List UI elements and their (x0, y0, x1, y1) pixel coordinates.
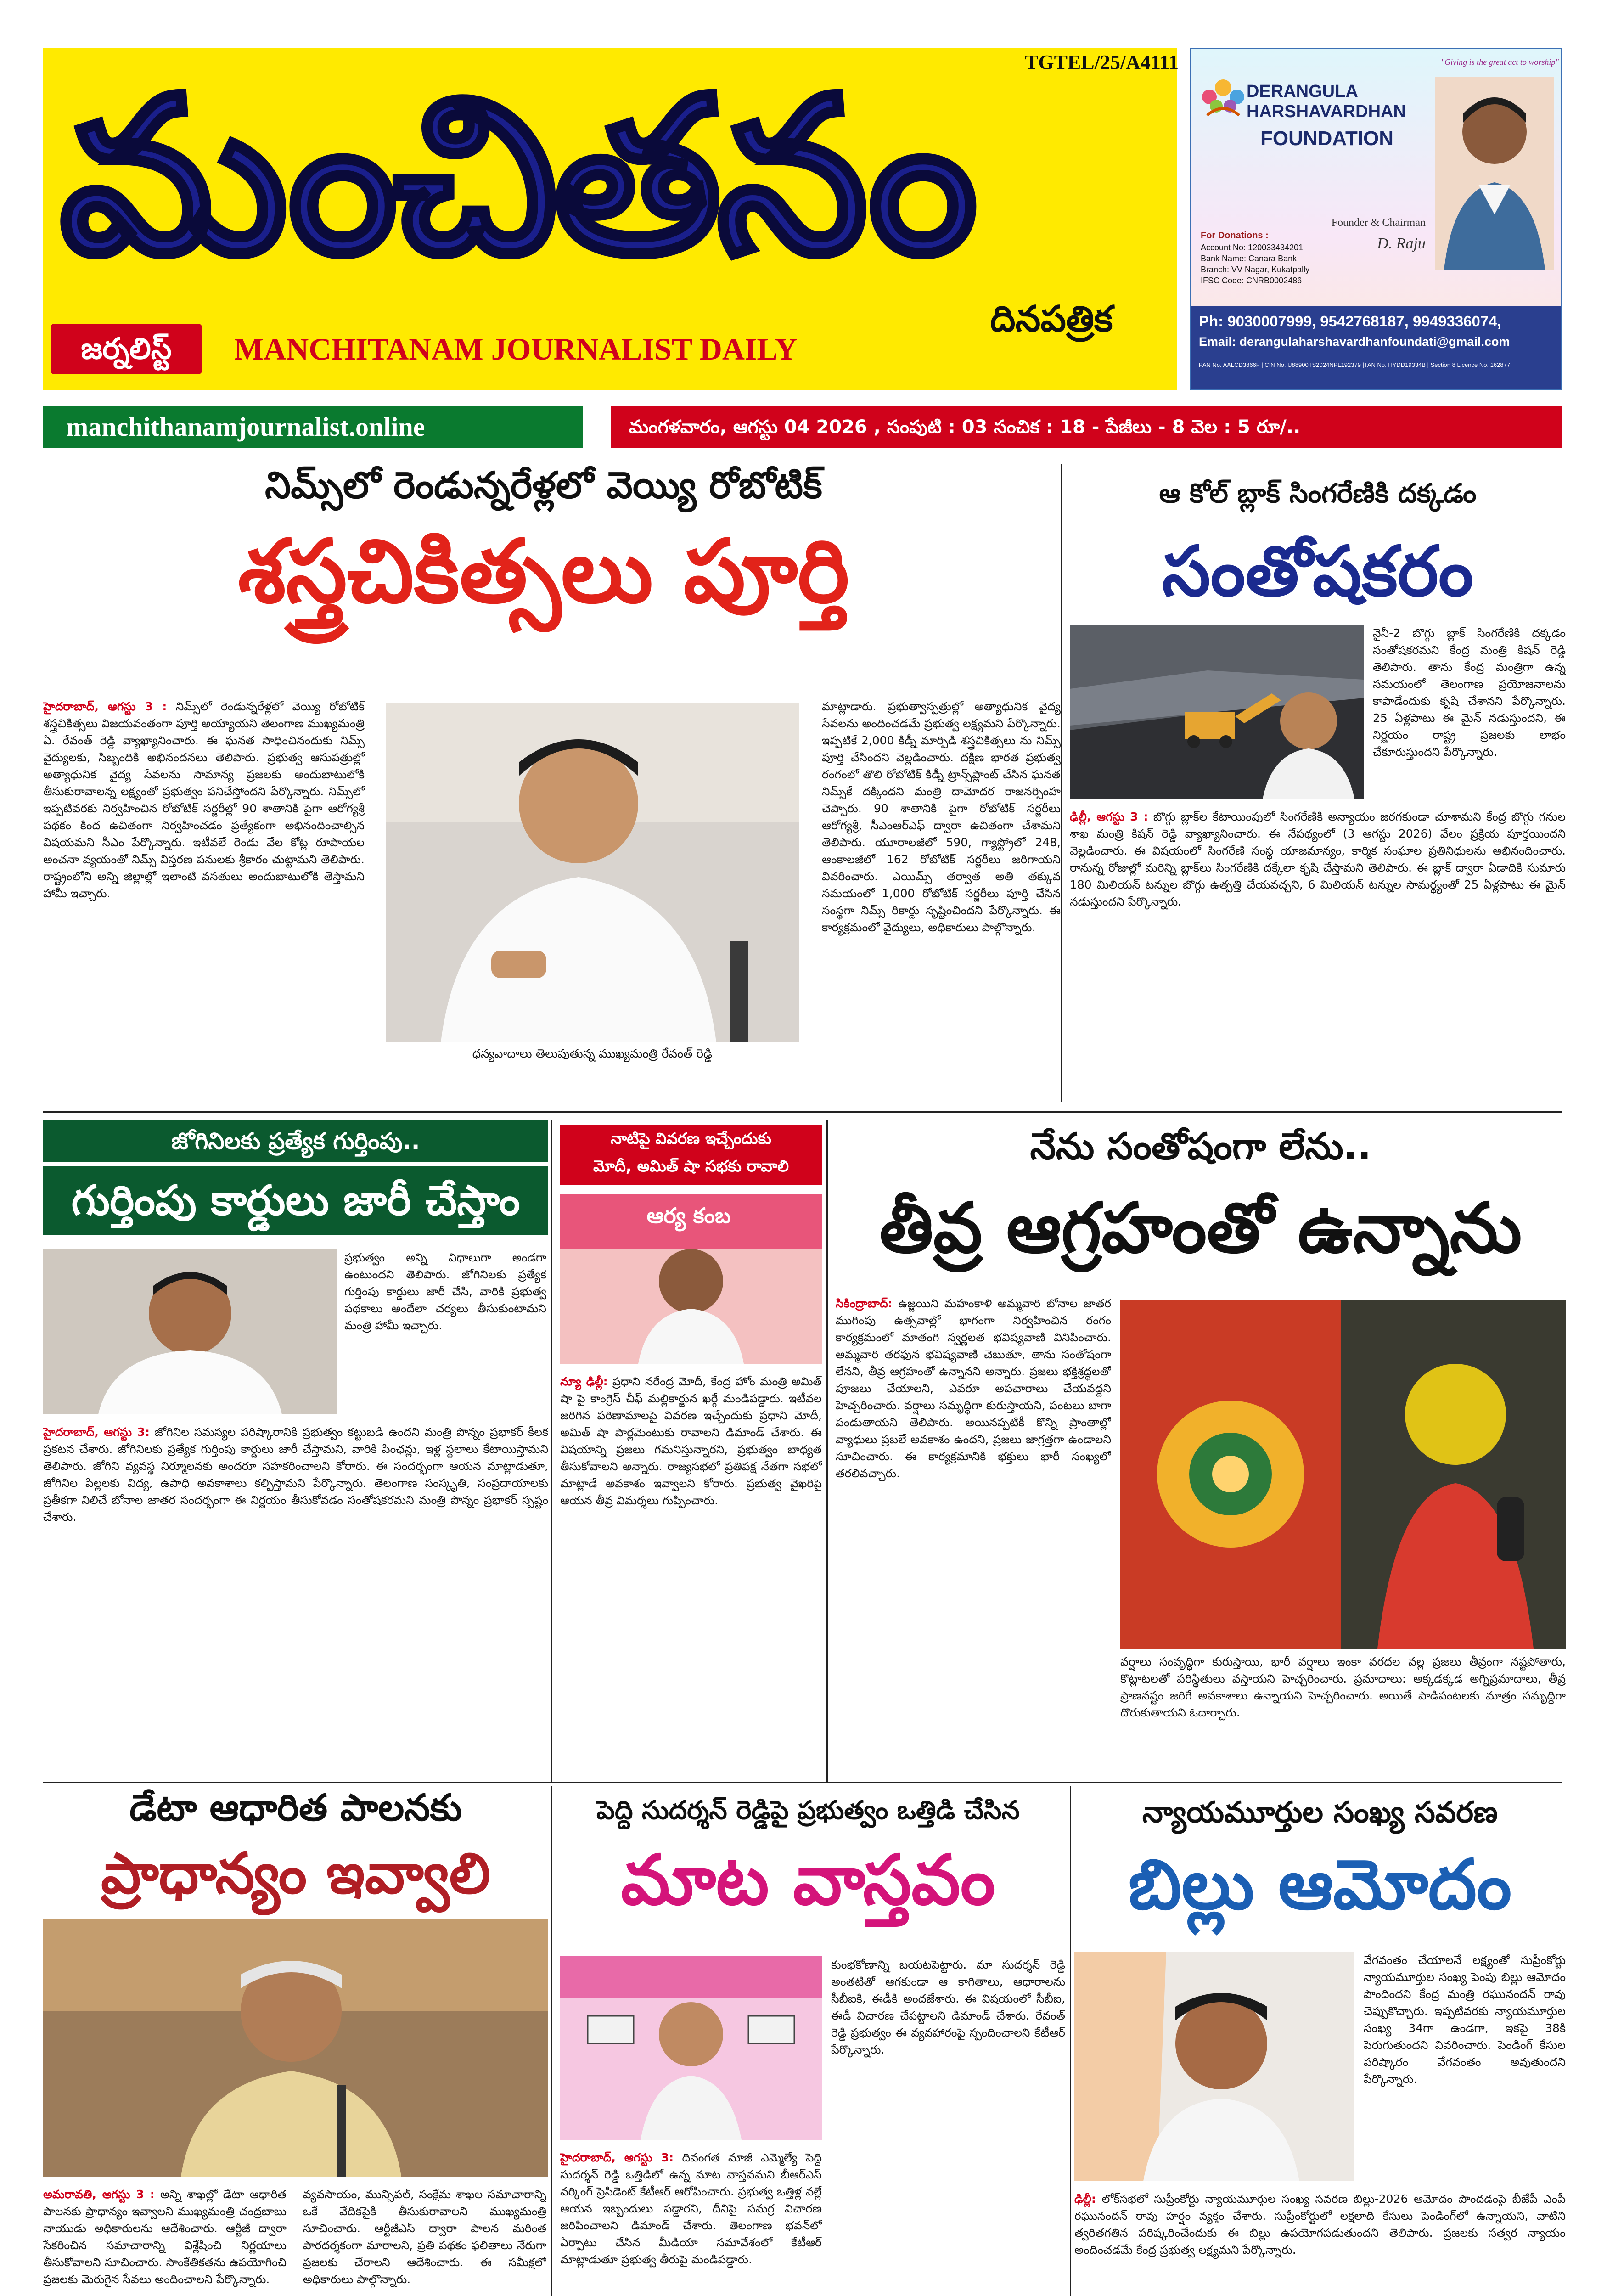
ad-org-line1: DERANGULA HARSHAVARDHAN (1247, 82, 1406, 121)
story3-headline: గుర్తింపు కార్డులు జారీ చేస్తాం (71, 1176, 520, 1225)
ad-motto: "Giving is the great act to worship" (1441, 57, 1559, 67)
story3-body: హైదరాబాద్, ఆగస్టు 3: జోగినిల సమస్యల పరిష్కారానికి ప్రభుత్వం కట్టుబడి ఉందని మంత్రి పొన్నం ప్రభాకర్ కీలక ప్రకటన చేశారు. జోగినిలకు ప్రత్యేక గుర్తింపు కార్డులు జారీ చేస్తామని, వారికి పింఛన్లు, ఇళ్ల స్థలాలు కేటాయిస్తామని తెలిపారు. జోగిని వ్యవస్థ నిర్మూలనకు అందరూ సహకరించాలని కోరారు. ఈ సందర్భంగా ఆయన మాట్లాడుతూ, జోగినిల పిల్లలకు విద్య, ఉపాధి అవకాశాలు కల్పిస్తామని పేర్కొన్నారు. తెలంగాణ సంస్కృతి, సంప్రదాయాలకు ప్రతీకగా నిలిచే బోనాల జాతర సందర్భంగా ఈ నిర్ణయం తీసుకోవడం సంతోషకరమని మంత్రి పొన్నం ప్రభాకర్ స్పష్టం చేశారు. (43, 1425, 548, 1524)
donation-line: Account No: 120033434201 (1201, 243, 1304, 252)
story1-photo-caption: ధన్యవాదాలు తెలుపుతున్న ముఖ్యమంత్రి రేవంత్ రెడ్డి (472, 1047, 713, 1061)
naidu-photo (43, 1919, 548, 2177)
story4-body: న్యూ ఢిల్లీ: ప్రధాని నరేంద్ర మోదీ, కేంద్ర హోం మంత్రి అమిత్ షా పై కాంగ్రెస్ చీఫ్ మల్లికార్జున ఖర్గే మండిపడ్డారు. ఇటీవల జరిగిన పరిణామాలపై వివరణ ఇచ్చేందుకు ప్రధాని మోదీ, అమిత్ షా పార్లమెంటుకు రావాలని డిమాండ్ చేశారు. ఈ విషయాన్ని ప్రజలు గమనిస్తున్నారని, ప్రభుత్వం బాధ్యత తీసుకోవాలని అన్నారు. రాజ్యసభలో ప్రతిపక్ష నేతగా సభలో మాట్లాడే అవకాశం ఇవ్వాలని కోరారు. ప్రభుత్వ వైఖరిపై ఆయన తీవ్ర విమర్శలు గుప్పించారు. (560, 1375, 822, 1507)
story7-kicker: పెద్ది సుదర్శన్ రెడ్డిపై ప్రభుత్వం ఒత్తిడి చేసిన (596, 1795, 1020, 1825)
founder-label: Founder & Chairman (1331, 217, 1426, 229)
story7-body-right: కుంభకోణాన్ని బయటపెట్టారు. మా సుదర్శన్ రెడ్డి అంతటితో ఆగకుండా ఆ కాగితాలు, ఆధారాలను సీబీఐకి, ఈడీకి అందజేశారు. ఈ విషయంలో సీబీఐ, ఈడీ విచారణ చేపట్టాలని డిమాండ్ చేశారు. రేవంత్ రెడ్డి ప్రభుత్వం ఈ వ్యవహారంపై స్పందించాలని కేటీఆర్ పేర్కొన్నారు. (831, 1958, 1065, 2056)
daily-label: దినపత్రిక (990, 298, 1113, 340)
dateline-bar (611, 406, 1562, 448)
bonalu-photo (1120, 1300, 1566, 1649)
donation-line: Branch: VV Nagar, Kukatpally (1201, 265, 1310, 274)
story4-kicker-line2: మోదీ, అమిత్ షా సభకు రావాలి (593, 1157, 789, 1176)
founder-name: D. Raju (1377, 235, 1426, 252)
journalist-badge-label: జర్నలిస్ట్ (81, 332, 172, 366)
donation-line: IFSC Code: CNRB0002486 (1201, 276, 1302, 285)
story2-body: ఢిల్లీ, ఆగస్టు 3 : బొగ్గు బ్లాక్‌ల కేటాయింపులో సింగరేణికి అన్యాయం జరగకుండా చూశామని కేంద్ర బొగ్గు గనుల శాఖ మంత్రి కిషన్ రెడ్డి వ్యాఖ్యానించారు. ఈ నేపథ్యంలో (3 ఆగస్టు 2026) వేలం ప్రక్రియ పూర్తయిందని వెల్లడించారు. ఈ విషయంలో సింగరేణి సంస్థ యాజమాన్యం, కార్మిక సంఘాల ప్రతినిధులను అభినందించారు. రానున్న రోజుల్లో మరిన్ని బ్లాక్‌లు సింగరేణికి దక్కేలా కృషి చేస్తామని తెలిపారు. ఈ బ్లాక్ ద్వారా ఏడాదికి సుమారు 180 మిలియన్ టన్నుల బొగ్గు ఉత్పత్తి చేయవచ్చని, 6 మిలియన్ టన్నుల సామర్థ్యంతో 25 ఏళ్లపాటు ఈ మైన్ నడుస్తుందని పేర్కొన్నారు. (1070, 810, 1566, 908)
lotus-logo (1198, 69, 1248, 120)
story1-headline: శస్త్రచికిత్సలు పూర్తి (238, 521, 849, 622)
story8-body-right: వేగవంతం చేయాలనే లక్ష్యంతో సుప్రీంకోర్టు న్యాయమూర్తుల సంఖ్య పెంపు బిల్లు ఆమోదం పొందిందని కేంద్ర మంత్రి రఘునందన్ రావు చెప్పుకొచ్చారు. ఇప్పటివరకు న్యాయమూర్తుల సంఖ్య 34గా ఉండగా, ఇకపై 38కి పెరుగుతుందని వివరించారు. పెండింగ్ కేసుల పరిష్కారం వేగవంతం అవుతుందని పేర్కొన్నారు. (1364, 1953, 1566, 2086)
story7-headline: మాట వాస్తవం (621, 1840, 995, 1920)
ad-org-line2: FOUNDATION (1260, 127, 1394, 150)
ad-email: Email: derangulaharshavardhanfoundati@gmail.com (1199, 335, 1510, 349)
story5-body: సికింద్రాబాద్: ఉజ్జయిని మహంకాళి అమ్మవారి బోనాల జాతర ముగింపు ఉత్సవాల్లో భాగంగా నిర్వహించిన రంగం కార్యక్రమంలో మాతంగి స్వర్ణలత భవిష్యవాణి వినిపించారు. అమ్మవారి తరఫున భవిష్యవాణి చెబుతూ, తాను సంతోషంగా లేనని, తీవ్ర ఆగ్రహంతో ఉన్నానని అన్నారు. ప్రజలు భక్తిశ్రద్ధలతో పూజలు చేయాలని, ఎవరూ అపచారాలు చేయవద్దని హెచ్చరించారు. వర్షాలు సమృద్ధిగా కురుస్తాయని, పంటలు బాగా పండుతాయని తెలిపారు. అయినప్పటికీ కొన్ని ప్రాంతాల్లో వ్యాధులు ప్రబలే అవకాశం ఉందని, ప్రజలు జాగ్రత్తగా ఉండాలని సూచించారు. ఈ కార్యక్రమానికి భక్తులు భారీ సంఖ్యలో తరలివచ్చారు. (836, 1297, 1111, 1480)
journalist-badge (51, 324, 202, 374)
website-url[interactable]: manchithanamjournalist.online (66, 412, 425, 442)
website-bar (43, 406, 583, 448)
registration-number: TGTEL/25/A4111 (1025, 51, 1179, 73)
column-divider (1061, 464, 1062, 1102)
english-name: MANCHITANAM JOURNALIST DAILY (234, 332, 798, 366)
dateline: మంగళవారం, ఆగస్టు 04 2026 , సంపుటి : 03 సంచిక : 18 - పేజీలు - 8 వెల : 5 రూ/.. (629, 416, 1301, 438)
foundation-ad (1190, 48, 1562, 390)
story5-body-bottom: వర్షాలు సంవృద్ధిగా కురుస్తాయి, భారీ వర్షాలు ఇంకా వరదల వల్ల ప్రజలు తీవ్రంగా నష్టపోతారు, కొట్లాటలతో పరిస్థితులు వస్తాయని హెచ్చరించారు. ప్రమాదాలు: అక్కడక్కడ అగ్నిప్రమాదాలు, తీవ్ర ప్రాణనష్టం జరిగే అవకాశాలు ఉన్నాయని హెచ్చరించారు. అయితే పాడిపంటలకు మాత్రం సమృద్ధిగా దొరుకుతాయని ఓదార్చారు. (1120, 1655, 1566, 1719)
story5-headline: తీవ్ర ఆగ్రహంతో ఉన్నాను (879, 1188, 1522, 1268)
story6-headline: ప్రాధాన్యం ఇవ్వాలి (101, 1841, 490, 1906)
ad-contact-box (1191, 306, 1562, 390)
story8-body: ఢిల్లీ: లోక్‌సభలో సుప్రీంకోర్టు న్యాయమూర్తుల సంఖ్య సవరణ బిల్లు-2026 ఆమోదం పొందడంపై బీజేపీ ఎంపీ రఘునందన్ రావు హర్షం వ్యక్తం చేశారు. సుప్రీంకోర్టులో లక్షలాది కేసులు పెండింగ్‌లో ఉన్నాయని, వాటిని త్వరితగతిన పరిష్కరించేందుకు ఈ బిల్లు ఉపయోగపడుతుందని తెలిపారు. ప్రజలకు సత్వర న్యాయం అందించడమే కేంద్ర ప్రభుత్వ లక్ష్యమని పేర్కొన్నారు. (1074, 2192, 1566, 2257)
banner-text: ఆర్య కంబ (646, 1203, 731, 1228)
section-divider (43, 1782, 1562, 1783)
story3-body-right: ప్రభుత్వం అన్ని విధాలుగా అండగా ఉంటుందని తెలిపారు. జోగినిలకు ప్రత్యేక గుర్తింపు కార్డులు జారీ చేసి, వారికి ప్రభుత్వ పథకాలు అందేలా చర్యలు తీసుకుంటామని మంత్రి హామీ ఇచ్చారు. (344, 1251, 546, 1332)
story2-col-right: నైనీ-2 బొగ్గు బ్లాక్ సింగరేణికి దక్కడం సంతోషకరమని కేంద్ర మంత్రి కిషన్ రెడ్డి తెలిపారు. తాను కేంద్ర మంత్రిగా ఉన్న సమయంలో తెలంగాణ ప్రయోజనాలను కాపాడేందుకు కృషి చేశానని పేర్కొన్నారు. 25 ఏళ్లపాటు ఈ మైన్ నడుస్తుందని, ఈ నిర్ణయం రాష్ట్ర ప్రజలకు లాభం చేకూరుస్తుందని పేర్కొన్నారు. (1373, 626, 1566, 759)
ad-fineprint: PAN No. AALCD3866F | CIN No. U88900TS2024NPL192379 |TAN No. HYDD19334B | Section 8 Licence No. 162877 (1199, 361, 1511, 368)
story3-kicker-box (43, 1120, 548, 1162)
story2-headline: సంతోషకరం (1162, 532, 1473, 612)
column-divider (1070, 1786, 1071, 2296)
story1-kicker: నిమ్స్‌లో రెండున్నరేళ్లలో వెయ్యి రోబోటిక్ (265, 464, 822, 506)
story6-kicker: డేటా ఆధారిత పాలనకు (129, 1786, 462, 1829)
donation-line: Bank Name: Canara Bank (1201, 254, 1297, 263)
story5-kicker: నేను సంతోషంగా లేను.. (1030, 1125, 1371, 1168)
masthead-title: మంచితనం (60, 69, 973, 302)
story6-col1: అమరావతి, ఆగస్టు 3 : అన్ని శాఖల్లో డేటా ఆధారిత పాలనకు ప్రాధాన్యం ఇవ్వాలని ముఖ్యమంత్రి చంద్రబాబు నాయుడు అధికారులను ఆదేశించారు. ఆర్టీజీ ద్వారా సేకరించిన సమాచారాన్ని విశ్లేషించి నిర్ణయాలు తీసుకోవాలని సూచించారు. సాంకేతికతను ఉపయోగించి ప్రజలకు మెరుగైన సేవలు అందించాలని పేర్కొన్నారు. (43, 2188, 287, 2286)
story8-kicker: న్యాయమూర్తుల సంఖ్య సవరణ (1142, 1795, 1498, 1829)
donations-title: For Donations : (1201, 231, 1269, 241)
column-divider (826, 1120, 828, 1782)
kharge-photo (560, 1194, 822, 1364)
revanth-photo (386, 703, 799, 1042)
story3-headline-box (43, 1166, 548, 1235)
section-divider (43, 1111, 1562, 1113)
coal-mine-photo (1070, 625, 1364, 799)
story3-kicker: జోగినిలకు ప్రత్యేక గుర్తింపు.. (171, 1128, 420, 1154)
story6-col2: వ్యవసాయం, మున్సిపల్, సంక్షేమ శాఖల సమాచారాన్ని ఒకే వేదికపైకి తీసుకురావాలని ముఖ్యమంత్రి సూచించారు. ఆర్టీజీఎస్ ద్వారా పాలన మరింత పారదర్శకంగా మారాలని, ప్రతి పథకం ఫలితాలు నేరుగా ప్రజలకు చేరాలని ఆదేశించారు. ఈ సమీక్షలో అధికారులు పాల్గొన్నారు. (303, 2188, 546, 2286)
ktr-photo (560, 1956, 822, 2140)
story1-col2: మాట్లాడారు. ప్రభుత్వాస్పత్రుల్లో అత్యాధునిక వైద్య సేవలను అందించడమే ప్రభుత్వ లక్ష్యమని పేర్కొన్నారు. ఇప్పటికే 2,000 కిడ్నీ మార్పిడి శస్త్రచికిత్సలు ను నిమ్స్ పూర్తి చేసిందని వెల్లడించారు. దక్షిణ భారత ప్రభుత్వ రంగంలో తొలి రోబోటిక్ కిడ్నీ ట్రాన్స్‌ప్లాంట్ చేసిన ఘనత నిమ్స్‌కే దక్కిందని మంత్రి దామోదర రాజనర్సింహ చెప్పారు. 90 శాతానికి పైగా రోబోటిక్ సర్జరీలు ఆరోగ్యశ్రీ, సీఎంఆర్‌ఎఫ్ ద్వారా ఉచితంగా చేశామని తెలిపారు. యూరాలజీలో 590, గ్యాస్ట్రోలో 248, ఆంకాలజీలో 162 రోబోటిక్ సర్జరీలు జరిగాయని వివరించారు. ఎయిమ్స్ తర్వాత అతి తక్కువ సమయంలో 1,000 రోబోటిక్ సర్జరీలు పూర్తి చేసిన సంస్థగా నిమ్స్ రికార్డు సృష్టించిందని పేర్కొన్నారు. ఈ కార్యక్రమంలో వైద్యులు, అధికారులు పాల్గొన్నారు. (822, 700, 1061, 934)
story7-body: హైదరాబాద్, ఆగస్టు 3: దివంగత మాజీ ఎమ్మెల్యే పెద్ది సుదర్శన్ రెడ్డి ఒత్తిడిలో ఉన్న మాట వాస్తవమని బీఆర్ఎస్ వర్కింగ్ ప్రెసిడెంట్ కేటీఆర్ ఆరోపించారు. ప్రభుత్వ ఒత్తిళ్ల వల్లే ఆయన ఇబ్బందులు పడ్డారని, దీనిపై సమగ్ర విచారణ జరిపించాలని డిమాండ్ చేశారు. తెలంగాణ భవన్‌లో ఏర్పాటు చేసిన మీడియా సమావేశంలో కేటీఆర్ మాట్లాడుతూ ప్రభుత్వ తీరుపై మండిపడ్డారు. (560, 2151, 822, 2266)
story2-kicker: ఆ కోల్ బ్లాక్ సింగరేణికి దక్కడం (1159, 478, 1477, 509)
story8-headline: బిల్లు ఆమోదం (1128, 1845, 1512, 1925)
founder-photo (1435, 77, 1554, 270)
column-divider (551, 1120, 552, 1782)
raghunandan-photo (1074, 1952, 1354, 2181)
story1-col1: హైదరాబాద్, ఆగస్టు 3 : నిమ్స్‌లో రెండున్నరేళ్లలో వెయ్యి రోబోటిక్ శస్త్రచికిత్సలు విజయవంతంగా పూర్తి అయ్యాయని తెలంగాణ ముఖ్యమంత్రి ఏ. రేవంత్ రెడ్డి వ్యాఖ్యానించారు. ఈ ఘనత సాధించినందుకు నిమ్స్ వైద్యులకు, సిబ్బందికి అభినందనలు తెలిపారు. ప్రభుత్వ ఆసుపత్రుల్లో అత్యాధునిక వైద్య సేవలను సామాన్య ప్రజలకు అందుబాటులోకి తీసుకురావాలన్న లక్ష్యంతో ప్రభుత్వం పనిచేస్తోందని పేర్కొన్నారు. నిమ్స్‌లో ఇప్పటివరకు నిర్వహించిన రోబోటిక్ సర్జరీల్లో 90 శాతానికి పైగా ఆరోగ్యశ్రీ పథకం కింద ఉచితంగా నిర్వహించడం ప్రత్యేకంగా అభినందించాల్సిన విషయమని సీఎం పేర్కొన్నారు. ఇటీవలే రెండు వేల కోట్ల రూపాయల అంచనా వ్యయంతో నిమ్స్ విస్తరణ పనులకు శ్రీకారం చుట్టామని తెలిపారు. రాష్ట్రంలోని అన్ని జిల్లాల్లో ఇలాంటి వసతులు అందుబాటులోకి తెస్తామని హామీ ఇచ్చారు. (43, 700, 365, 900)
ponnam-photo (43, 1249, 337, 1414)
story4-kicker-line1: నాటిపై వివరణ ఇచ్చేందుకు (610, 1130, 772, 1148)
story4-kicker-box (560, 1125, 822, 1185)
ad-phone: Ph: 9030007999, 9542768187, 9949336074, (1199, 313, 1501, 330)
